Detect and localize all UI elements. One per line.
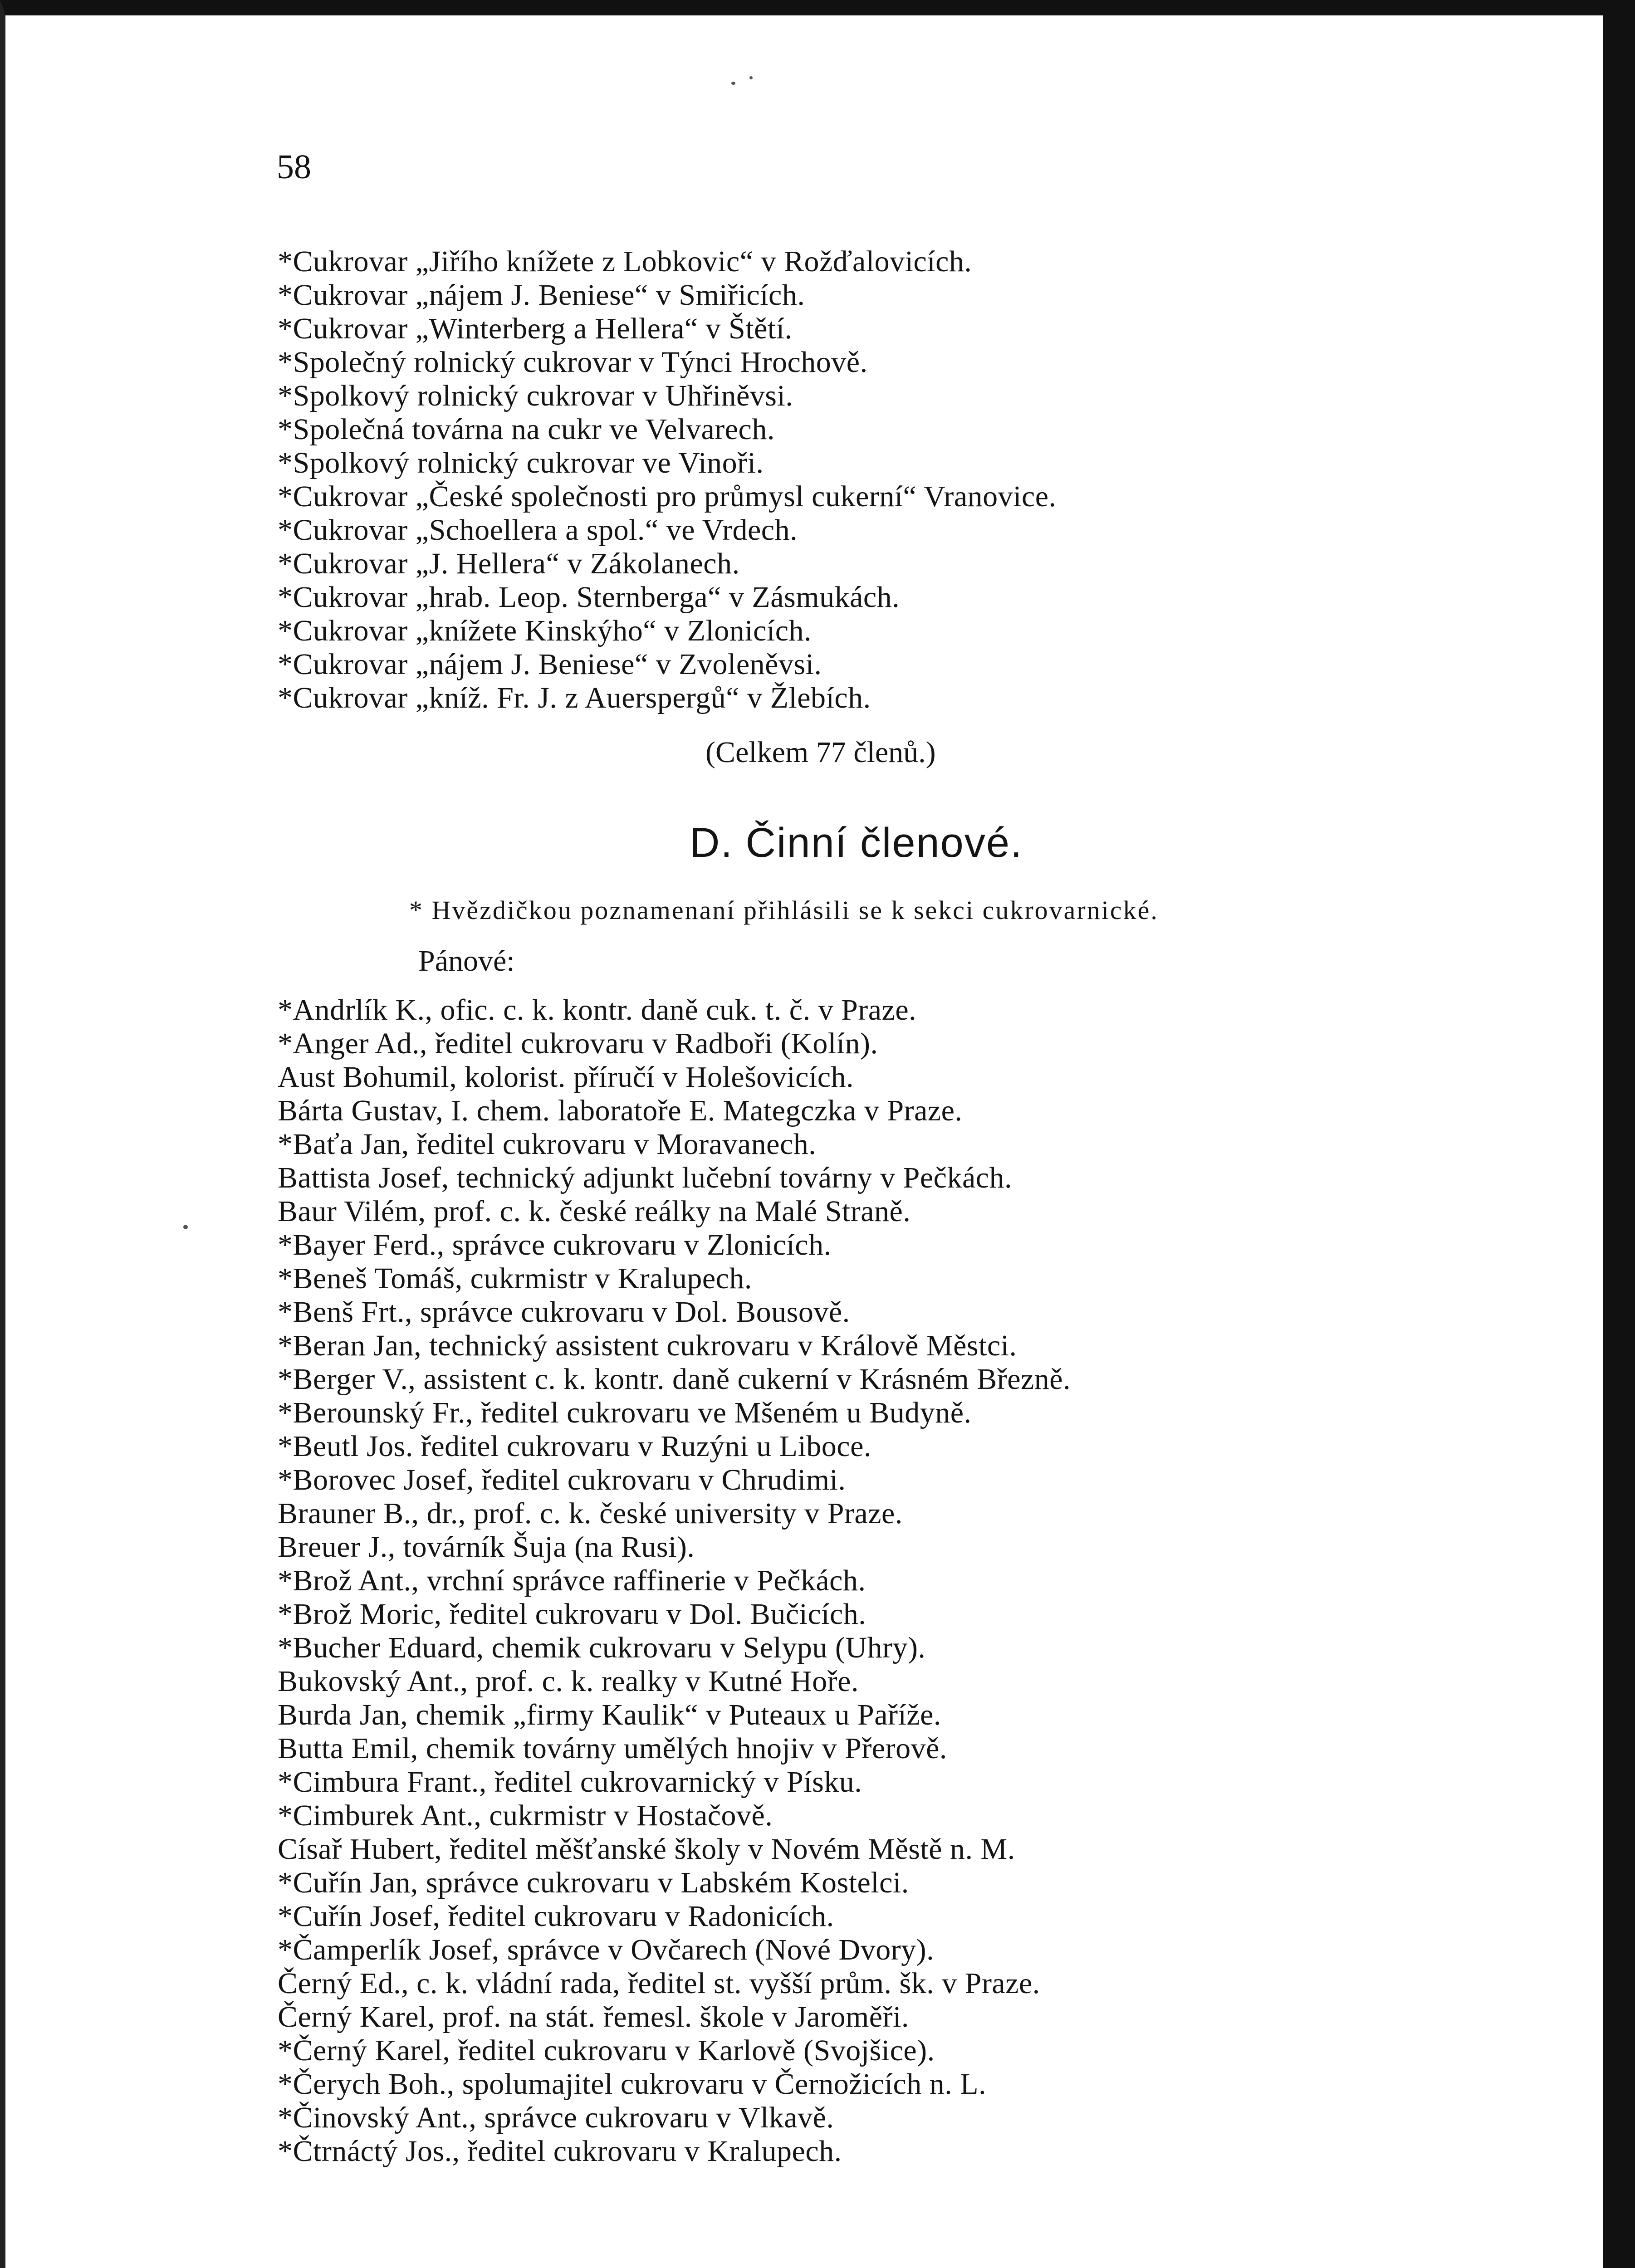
list-item: *Brož Moric, ředitel cukrovaru v Dol. Bučicích.: [278, 1598, 866, 1631]
list-item: *Cukrovar „České společnosti pro průmysl cukerní“ Vranovice.: [278, 480, 1057, 513]
list-item: *Cukrovar „Schoellera a spol.“ ve Vrdech.: [278, 513, 798, 547]
list-item: *Cukrovar „knížete Kinskýho“ v Zlonicích.: [278, 614, 812, 647]
list-item: *Benš Frt., správce cukrovaru v Dol. Bousově.: [278, 1295, 850, 1329]
list-item: Brauner B., dr., prof. c. k. české university v Praze.: [278, 1497, 903, 1530]
list-item: Aust Bohumil, kolorist. příručí v Holešovicích.: [278, 1061, 854, 1094]
list-item: *Spolkový rolnický cukrovar ve Vinoři.: [278, 446, 764, 479]
salutation: Pánové:: [418, 944, 515, 978]
list-item: *Cukrovar „hrab. Leop. Sternberga“ v Zásmukách.: [278, 581, 900, 614]
list-item: *Čerych Boh., spolumajitel cukrovaru v Černožicích n. L.: [278, 2068, 987, 2101]
list-item: *Činovský Ant., správce cukrovaru v Vlkavě.: [278, 2101, 834, 2134]
list-item: *Berounský Fr., ředitel cukrovaru ve Mšeném u Budyně.: [278, 1396, 972, 1429]
list-item: *Cimbura Frant., ředitel cukrovarnický v Písku.: [278, 1765, 862, 1799]
page-number: 58: [277, 148, 311, 186]
list-item: *Brož Ant., vrchní správce raffinerie v Pečkách.: [278, 1564, 866, 1597]
scan-speck: [183, 1225, 188, 1229]
list-item: *Společný rolnický cukrovar v Týnci Hrochově.: [278, 346, 868, 379]
list-item: *Berger V., assistent c. k. kontr. daně cukerní v Krásném Březně.: [278, 1363, 1071, 1396]
list-item: *Beneš Tomáš, cukrmistr v Kralupech.: [278, 1262, 752, 1295]
list-item: *Cuřín Josef, ředitel cukrovaru v Radonicích.: [278, 1900, 834, 1933]
list-item: Bukovský Ant., prof. c. k. realky v Kutné Hoře.: [278, 1665, 859, 1698]
list-item: *Baťa Jan, ředitel cukrovaru v Moravanech.: [278, 1128, 817, 1161]
member-total: (Celkem 77 členů.): [705, 736, 936, 769]
scan-speck: [731, 82, 735, 85]
list-item: *Spolkový rolnický cukrovar v Uhřiněvsi.: [278, 379, 793, 412]
list-item: *Andrlík K., ofic. c. k. kontr. daně cuk. t. č. v Praze.: [278, 993, 917, 1026]
list-item: Císař Hubert, ředitel měšťanské školy v Novém Městě n. M.: [278, 1833, 1015, 1866]
list-item: *Cukrovar „Winterberg a Hellera“ v Štětí.: [278, 312, 793, 345]
list-item: *Cuřín Jan, správce cukrovaru v Labském Kostelci.: [278, 1866, 909, 1899]
list-item: *Bucher Eduard, chemik cukrovaru v Selypu (Uhry).: [278, 1631, 926, 1664]
list-item: *Anger Ad., ředitel cukrovaru v Radboři (Kolín).: [278, 1027, 878, 1060]
member-list: [278, 993, 1071, 2168]
list-item: *Bayer Ferd., správce cukrovaru v Zlonicích.: [278, 1228, 832, 1261]
list-item: Černý Ed., c. k. vládní rada, ředitel st. vyšší prům. šk. v Praze.: [278, 1967, 1040, 2000]
list-item: Baur Vilém, prof. c. k. české reálky na Malé Straně.: [278, 1195, 911, 1228]
scan-speck: [749, 76, 753, 79]
list-item: Butta Emil, chemik továrny umělých hnojiv v Přerově.: [278, 1732, 947, 1765]
list-item: Černý Karel, prof. na stát. řemesl. škole v Jaroměři.: [278, 2000, 909, 2033]
list-item: *Cukrovar „J. Hellera“ v Zákolanech.: [278, 547, 740, 580]
list-item: *Čamperlík Josef, správce v Ovčarech (Nové Dvory).: [278, 1933, 935, 1966]
list-item: *Cukrovar „nájem J. Beniese“ v Zvoleněvsi.: [278, 648, 822, 681]
list-item: *Společná továrna na cukr ve Velvarech.: [278, 413, 775, 446]
list-item: *Cukrovar „Jiřího knížete z Lobkovic“ v Rožďalovicích.: [278, 245, 972, 278]
list-item: *Beran Jan, technický assistent cukrovaru v Králově Městci.: [278, 1329, 1017, 1362]
list-item: *Černý Karel, ředitel cukrovaru v Karlově (Svojšice).: [278, 2034, 935, 2067]
factory-list: [278, 245, 1057, 715]
list-item: Burda Jan, chemik „firmy Kaulik“ v Puteaux u Paříže.: [278, 1698, 941, 1731]
list-item: *Borovec Josef, ředitel cukrovaru v Chrudimi.: [278, 1463, 846, 1496]
list-item: *Cukrovar „kníž. Fr. J. z Auerspergů“ v Žlebích.: [278, 681, 871, 714]
section-heading: D. Činní členové.: [690, 820, 1023, 866]
list-item: Breuer J., továrník Šuja (na Rusi).: [278, 1530, 695, 1564]
list-item: Battista Josef, technický adjunkt lučební továrny v Pečkách.: [278, 1161, 1013, 1194]
list-item: *Cukrovar „nájem J. Beniese“ v Smiřicích.: [278, 279, 805, 312]
list-item: *Beutl Jos. ředitel cukrovaru v Ruzýni u Liboce.: [278, 1430, 871, 1463]
list-item: Bárta Gustav, I. chem. laboratoře E. Mategczka v Praze.: [278, 1094, 963, 1127]
list-item: *Cimburek Ant., cukrmistr v Hostačově.: [278, 1799, 773, 1832]
section-note: * Hvězdičkou poznamenaní přihlásili se k sekci cukrovarnické.: [409, 895, 1159, 925]
list-item: *Čtrnáctý Jos., ředitel cukrovaru v Kralupech.: [278, 2135, 842, 2168]
